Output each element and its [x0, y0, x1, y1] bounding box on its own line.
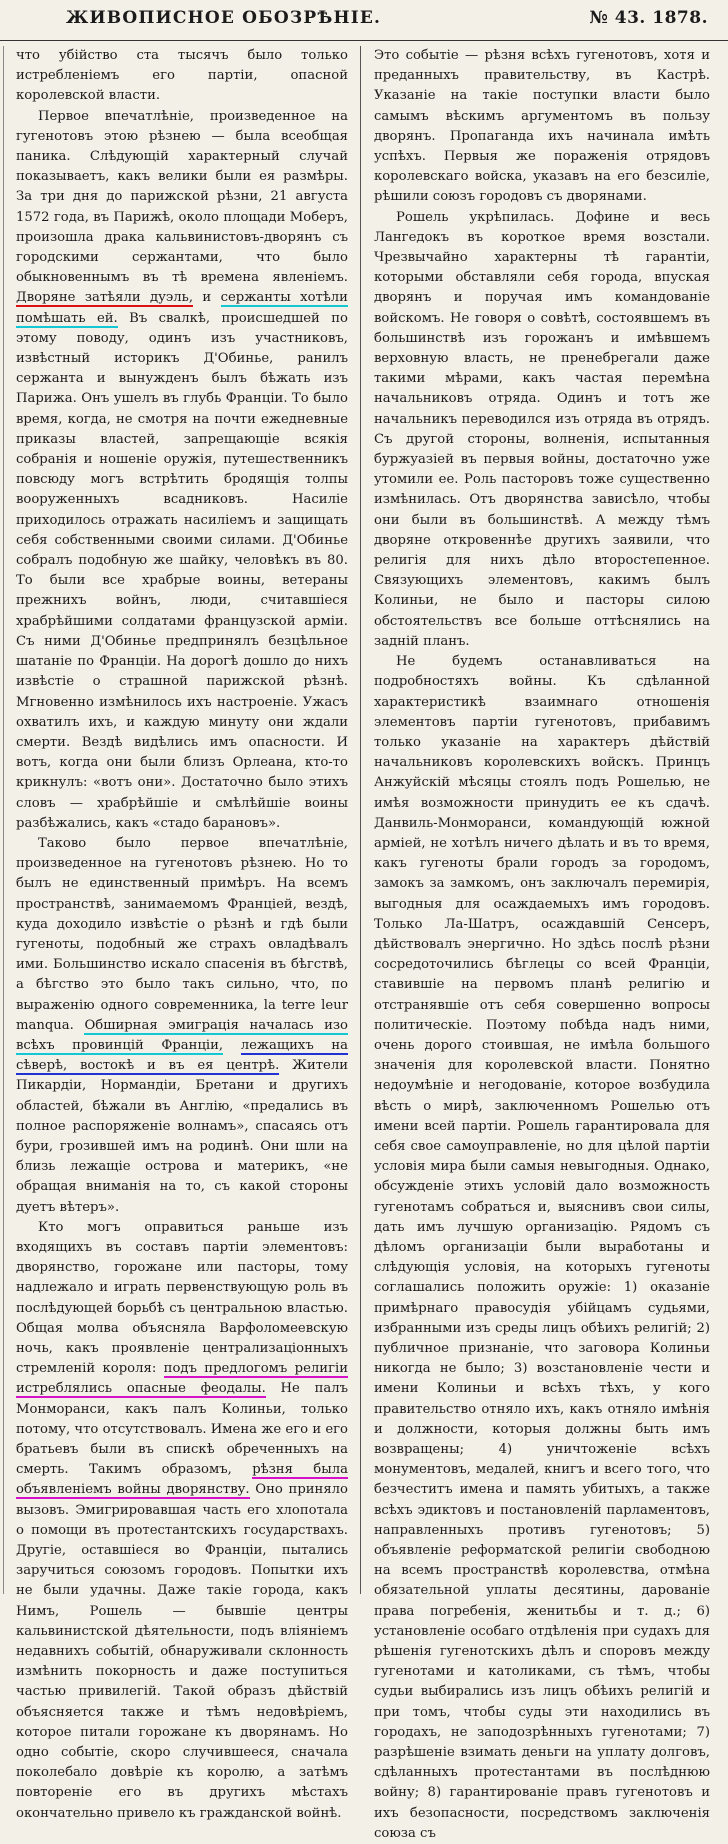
paragraph: что убійство ста тысячъ было только истребленіемъ его партіи, опасной королевской власти.	[16, 48, 348, 104]
text: Жители Пикардіи, Нормандіи, Бретани и другихъ областей, бѣжали въ Англію, «предались въ полное распоряженіе волнамъ», спасаясь отъ бури, грозившей имъ на родинѣ. Они шли на близь лежащіе острова и материкъ, «не обращая вниманія на то, съ какой стороны дуетъ вѣтеръ».	[16, 1058, 348, 1215]
text: Въ свалкѣ, происшедшей по этому поводу, одинъ изъ участниковъ, извѣстный историкъ Д'Обинье, ранилъ сержанта и вынужденъ былъ бѣжать изъ Парижа. Онъ ушелъ въ глубь Франціи. То было время, когда, не смотря на почти ежедневные приказы властей, запрещающіе всякія собранія и ношеніе оружія, путешественникъ повсюду могъ встрѣтить бродящія толпы вооруженныхъ всадниковъ. Насиліе приходилось отражать насиліемъ и защищать себя собственными своими силами. Д'Обинье собралъ подобную же шайку, человѣкъ въ 80. То были все храбрые воины, ветераны прежнихъ войнъ, люди, считавшіеся храбрѣйшими солдатами французской арміи. Съ ними Д'Обинье предпринялъ безцѣльное шатаніе по Франціи. На дорогѣ дошло до нихъ извѣстіе о страшной парижской рѣзнѣ. Мгновенно измѣнилось ихъ настроеніе. Ужасъ охватилъ ихъ, и каждую минуту они ждали смерти. Вездѣ видѣлись имъ опасности. И вотъ, когда они были близъ Орлеана, кто-то крикнулъ: «вотъ они». Достаточно было этихъ словъ — храбрѣйшіе и смѣлѣйшіе воины разбѣжались, какъ «стадо барановъ».	[16, 310, 348, 831]
margin-line	[3, 46, 4, 1594]
paragraph: Рошель укрѣпилась. Дофине и весь Лангедокъ въ короткое время возстали. Чрезвычайно характерны тѣ гарантіи, которыми обставляли себя города, впуская дворянъ и поручая имъ командованіе войскомъ. Не говоря о совѣтѣ, состоявшемъ въ большинствѣ изъ горожанъ и имѣвшемъ верховную власть, не пренебрегали даже такими мѣрами, какъ частая перемѣна начальниковъ отряда. Одинъ и тотъ же начальникъ переводился изъ отряда въ отрядъ. Съ другой стороны, волненія, испытанныя буржуазіей въ первыя войны, достаточно уже утомили ее. Роль пасторовъ тоже существенно измѣнилась. Отъ дворянства зависѣло, чтобы они были въ большинствѣ. А между тѣмъ дворяне откровеннѣе другихъ заявили, что религія для нихъ дѣло второстепенное. Связующихъ элементовъ, какимъ былъ Колиньи, не было и пасторы силою обстоятельствъ все больше оттѣснялись на задній планъ.	[374, 209, 710, 649]
page-header	[0, 0, 728, 40]
highlight-blue: лежащихъ на сѣверѣ, востокѣ и въ ея центрѣ.	[16, 1037, 348, 1074]
right-column	[374, 46, 710, 1844]
paragraph: Не будемъ останавливаться на подробностяхъ войны. Къ сдѣланной характеристикѣ взаимнаго отношенія элементовъ партіи гугенотовъ, прибавимъ только указаніе на характеръ дѣйствій начальниковъ королевскихъ войскъ. Принцъ Анжуйскій мѣсяцы стоялъ подъ Рошелью, не имѣя возможности принудить ее къ сдачѣ. Данвиль-Монморанси, командующій южной арміей, не хотѣлъ ничего дѣлать и въ то время, какъ гугеноты брали городъ за городомъ, замокъ за замкомъ, онъ заключалъ перемирія, выгодныя для осаждаемыхъ имъ городовъ. Только Ла-Шатръ, осаждавшій Сенсеръ, дѣйствовалъ энергично. Но здѣсь послѣ рѣзни сосредоточились бѣглецы со всей Франціи, ставившіе на первомъ планѣ религію и отстранявшіе отъ себя совершенно вопросы политическіе. Поэтому побѣда надъ ними, очень дорого стоившая, не имѣла большого значенія для королевской власти. Понятно недоумѣніе и негодованіе, которое возбудила вѣсть о мирѣ, заключенномъ Рошелью отъ имени всей партіи. Рошель гарантировала для себя свое самоуправленіе, но для цѣлой партіи условія мира были самыя невыгодныя. Однако, обсужденіе этихъ условій дало возможность гугенотамъ собраться и, выяснивъ свои силы, дать имъ лучшую организацію. Рядомъ съ дѣломъ организаціи были выработаны и слѣдующія условія, на которыхъ гугеноты соглашались положить оружіе: 1) оказаніе примѣрнаго правосудія убійцамъ судьями, избранными изъ среды лицъ обѣихъ религій; 2) публичное признаніе, что заговора Колиньи никогда не было; 3) возстановленіе чести и имени Колиньи и всѣхъ тѣхъ, у кого правительство отняло ихъ, какъ отняло имѣнія и должности, которыя должны быть имъ возвращены; 4) уничтоженіе всѣхъ монументовъ, медалей, книгъ и всего того, что безчеститъ имена и память убитыхъ, а также всѣхъ эдиктовъ и постановленій парламентовъ, направленныхъ противъ гугенотовъ; 5) объявленіе реформатской религіи свободною на всемъ пространствѣ королевства, отмѣна обязательной уплаты десятины, дарованіе права погребенія, женитьбы и т. д.; 6) установленіе особаго отдѣленія при судахъ для рѣшенія гугенотскихъ дѣлъ и споровъ между гугенотами и католиками, съ тѣмъ, чтобы судьи выбирались изъ лицъ обѣихъ религій и при томъ, чтобы суды эти находились въ городахъ, не заподозрѣнныхъ гугенотами; 7) разрѣшеніе взимать деньги на уплату долговъ, сдѣланныхъ протестантами въ послѣднюю войну; 8) гарантированіе правъ гугенотовъ и ихъ безопасности, посредствомъ заключенія союза съ	[374, 654, 710, 1841]
text: Первое впечатлѣніе, произведенное на гугенотовъ этою рѣзнею — была всеобщая паника. Слѣдующій характерный случай показываетъ, какъ велики были ея размѣры. За три дня до парижской рѣзни, 21 августа 1572 года, въ Парижѣ, около площади Моберъ, произошла драка кальвинистовъ-дворянъ съ городскими сержантами, что было обыкновеннымъ въ тѣ времена явленіемъ.	[16, 108, 348, 286]
column-divider	[360, 46, 361, 1594]
header-rule	[0, 40, 728, 41]
paragraph: Это событіе — рѣзня всѣхъ гугенотовъ, хотя и преданныхъ правительству, въ Кастрѣ. Указаніе на такіе поступки власти было самымъ вѣскимъ аргументомъ въ пользу дворянъ. Пропаганда ихъ начинала имѣть успѣхъ. Первыя же пораженія отрядовъ королевскаго войска, указавъ на его безсиліе, рѣшили союзъ городовъ съ дворянами.	[374, 48, 710, 205]
highlight-cyan: Обширная эмиграція началась изо всѣхъ провинцій Франціи,	[16, 1017, 348, 1053]
highlight-red: Дворяне затѣяли дуэль,	[16, 290, 194, 306]
highlight-magenta: рѣзня была объявленіемъ войны дворянству.	[16, 1462, 348, 1498]
paragraph	[16, 1218, 348, 1824]
paragraph	[16, 834, 348, 1218]
issue-number: № 43. 1878.	[589, 8, 708, 28]
text: Кто могъ оправиться раньше изъ входящихъ въ составъ партіи элементовъ: дворянство, горожане или пасторы, тому надлежало и играть первенствующую роль въ послѣдующей борьбѣ съ центральною властью. Общая молва объясняла Варфоломеевскую ночь, какъ проявленіе централизаціонныхъ стремленій короля:	[16, 1219, 348, 1377]
highlight-magenta: подъ предлогомъ религіи истреблялись опасные феодалы.	[16, 1361, 348, 1397]
text: Таково было первое впечатлѣніе, произведенное на гугенотовъ рѣзнею. Но то былъ не единственный примѣръ. На всемъ пространствѣ, занимаемомъ Франціей, вездѣ, куда доходило извѣстіе о рѣзнѣ и гдѣ были гугеноты, подобный же страхъ овладѣвалъ ими. Большинство искало спасенія въ бѣгствѣ, а бѣгство это было такъ сильно, что, по выраженію одного современника, la terre leur manqua.	[16, 835, 348, 1033]
left-column	[16, 46, 348, 1824]
paragraph	[16, 107, 348, 834]
highlight-cyan: сержанты хотѣли помѣшать ей.	[16, 290, 348, 326]
text: Оно приняло вызовъ. Эмигрировавшая часть его хлопотала о помощи въ протестантскихъ государствахъ. Другіе, оставшіеся во Франціи, пытались заручиться союзомъ городовъ. Попытки ихъ не были удачны. Даже такіе города, какъ Нимъ, Рошель — бывшіе центры кальвинистской дѣятельности, подъ вліяніемъ недавнихъ событій, обнаруживали склонность измѣнить покорность и даже поступиться частью привилегій. Такой образъ дѣйствій объясняется также и тѣмъ недовѣріемъ, которое питали горожане къ дворянамъ. Но одно событіе, скоро случившееся, сначала поколебало довѣріе къ королю, а затѣмъ повтореніе его въ другихъ мѣстахъ окончательно привело къ гражданской войнѣ.	[16, 1482, 348, 1821]
text: Не палъ Монморанси, какъ палъ Колиньи, только потому, что отсутствовалъ. Имена же его и его братьевъ были въ спискѣ обреченныхъ на смерть. Такимъ образомъ,	[16, 1381, 348, 1478]
journal-title: ЖИВОПИСНОЕ ОБОЗРѢНІЕ.	[66, 8, 382, 28]
text: и	[202, 290, 212, 306]
